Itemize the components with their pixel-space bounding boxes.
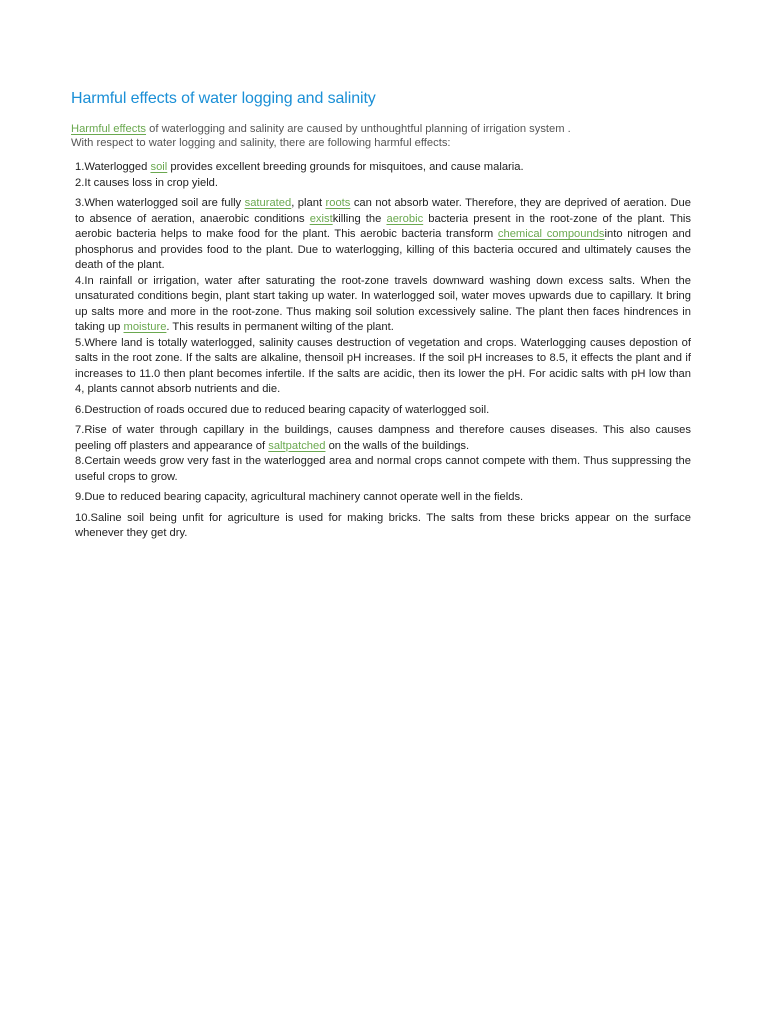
link-chemical-compounds[interactable]: chemical compounds <box>497 228 605 240</box>
item-7-text-b: on the walls of the buildings. <box>325 439 470 452</box>
list-item-3 <box>75 196 691 274</box>
effects-list <box>75 160 691 542</box>
item-3-text-d: killing the <box>332 212 387 225</box>
link-moisture[interactable]: moisture <box>123 321 167 333</box>
link-saltpatched[interactable]: saltpatched <box>268 439 326 452</box>
intro-line-1 <box>71 122 691 136</box>
item-3-text-f: into nitrogen and phosphorus and provides food to the plant. Due to waterlogging, killing of this bacteria occured and ultimately causes the death of the plant. <box>75 228 691 271</box>
list-item-7 <box>75 423 691 454</box>
link-soil[interactable]: soil <box>150 161 168 173</box>
page-title: Harmful effects of water logging and salinity <box>71 90 376 107</box>
link-saturated[interactable]: saturated <box>244 197 292 209</box>
intro-line-2: With respect to water logging and salinity, there are following harmful effects: <box>71 137 451 149</box>
list-item-1 <box>75 160 691 176</box>
item-3-text-b: , plant <box>291 197 326 209</box>
list-item-5: 5.Where land is totally waterlogged, salinity causes destruction of vegetation and crops. Waterlogging causes depostion of salts in the root zone. If the salts are alkaline, thensoil pH increases. If the soil pH increases to 8.5, it effects the plant and if increases to 11.0 then plant becomes infertile. If the salts are acidic, then its lower the pH. For acidic salts with pH low than 4, plants cannot absorb nutrients and die. <box>75 336 691 395</box>
list-item-4 <box>75 274 691 336</box>
list-item-2: 2.It causes loss in crop yield. <box>75 176 219 189</box>
item-3-text-a: 3.When waterlogged soil are fully <box>75 197 245 209</box>
item-1-text-b: provides excellent breeding grounds for misquitoes, and cause malaria. <box>167 161 524 173</box>
document-page <box>71 88 691 542</box>
link-exist[interactable]: exist <box>309 212 333 225</box>
link-aerobic[interactable]: aerobic <box>386 212 424 225</box>
link-harmful-effects[interactable]: Harmful effects <box>71 123 147 135</box>
item-7-text-a: 7.Rise of water through capillary in the buildings, causes dampness and therefore causes diseases. This also causes peeling off plasters and appearance of <box>75 424 691 452</box>
list-item-9: 9.Due to reduced bearing capacity, agricultural machinery cannot operate well in the fields. <box>75 491 524 503</box>
item-1-text-a: 1.Waterlogged <box>75 161 151 173</box>
intro-paragraph <box>71 122 691 150</box>
list-item-8: 8.Certain weeds grow very fast in the waterlogged area and normal crops cannot compete with them. Thus suppressing the useful crops to grow. <box>75 455 691 483</box>
link-roots[interactable]: roots <box>325 197 351 209</box>
item-4-text-b: . This results in permanent wilting of the plant. <box>166 321 394 333</box>
item-4-text-a: 4.In rainfall or irrigation, water after saturating the root-zone travels downward washing down excess salts. When the unsaturated conditions begin, plant start taking up water. In waterlogged soil, water moves upwards due to capillary. It bring up salts more and more in the root-zone. Thus making soil solution excessively saline. The plant then faces hindrences in taking up <box>75 274 691 333</box>
item-3-text-e: bacteria present in the root-zone of the plant. This aerobic bacteria helps to make food for the plant. This aerobic bacteria transform <box>75 212 692 240</box>
intro-text-1: of waterlogging and salinity are caused by unthoughtful planning of irrigation system . <box>146 123 571 135</box>
item-3-text-c: can not absorb water. Therefore, they are deprived of aeration. Due to absence of aeration, anaerobic conditions <box>75 197 691 225</box>
list-item-6: 6.Destruction of roads occured due to reduced bearing capacity of waterlogged soil. <box>75 403 490 416</box>
list-item-10: 10.Saline soil being unfit for agriculture is used for making bricks. The salts from these bricks appear on the surface whenever they get dry. <box>75 511 691 539</box>
